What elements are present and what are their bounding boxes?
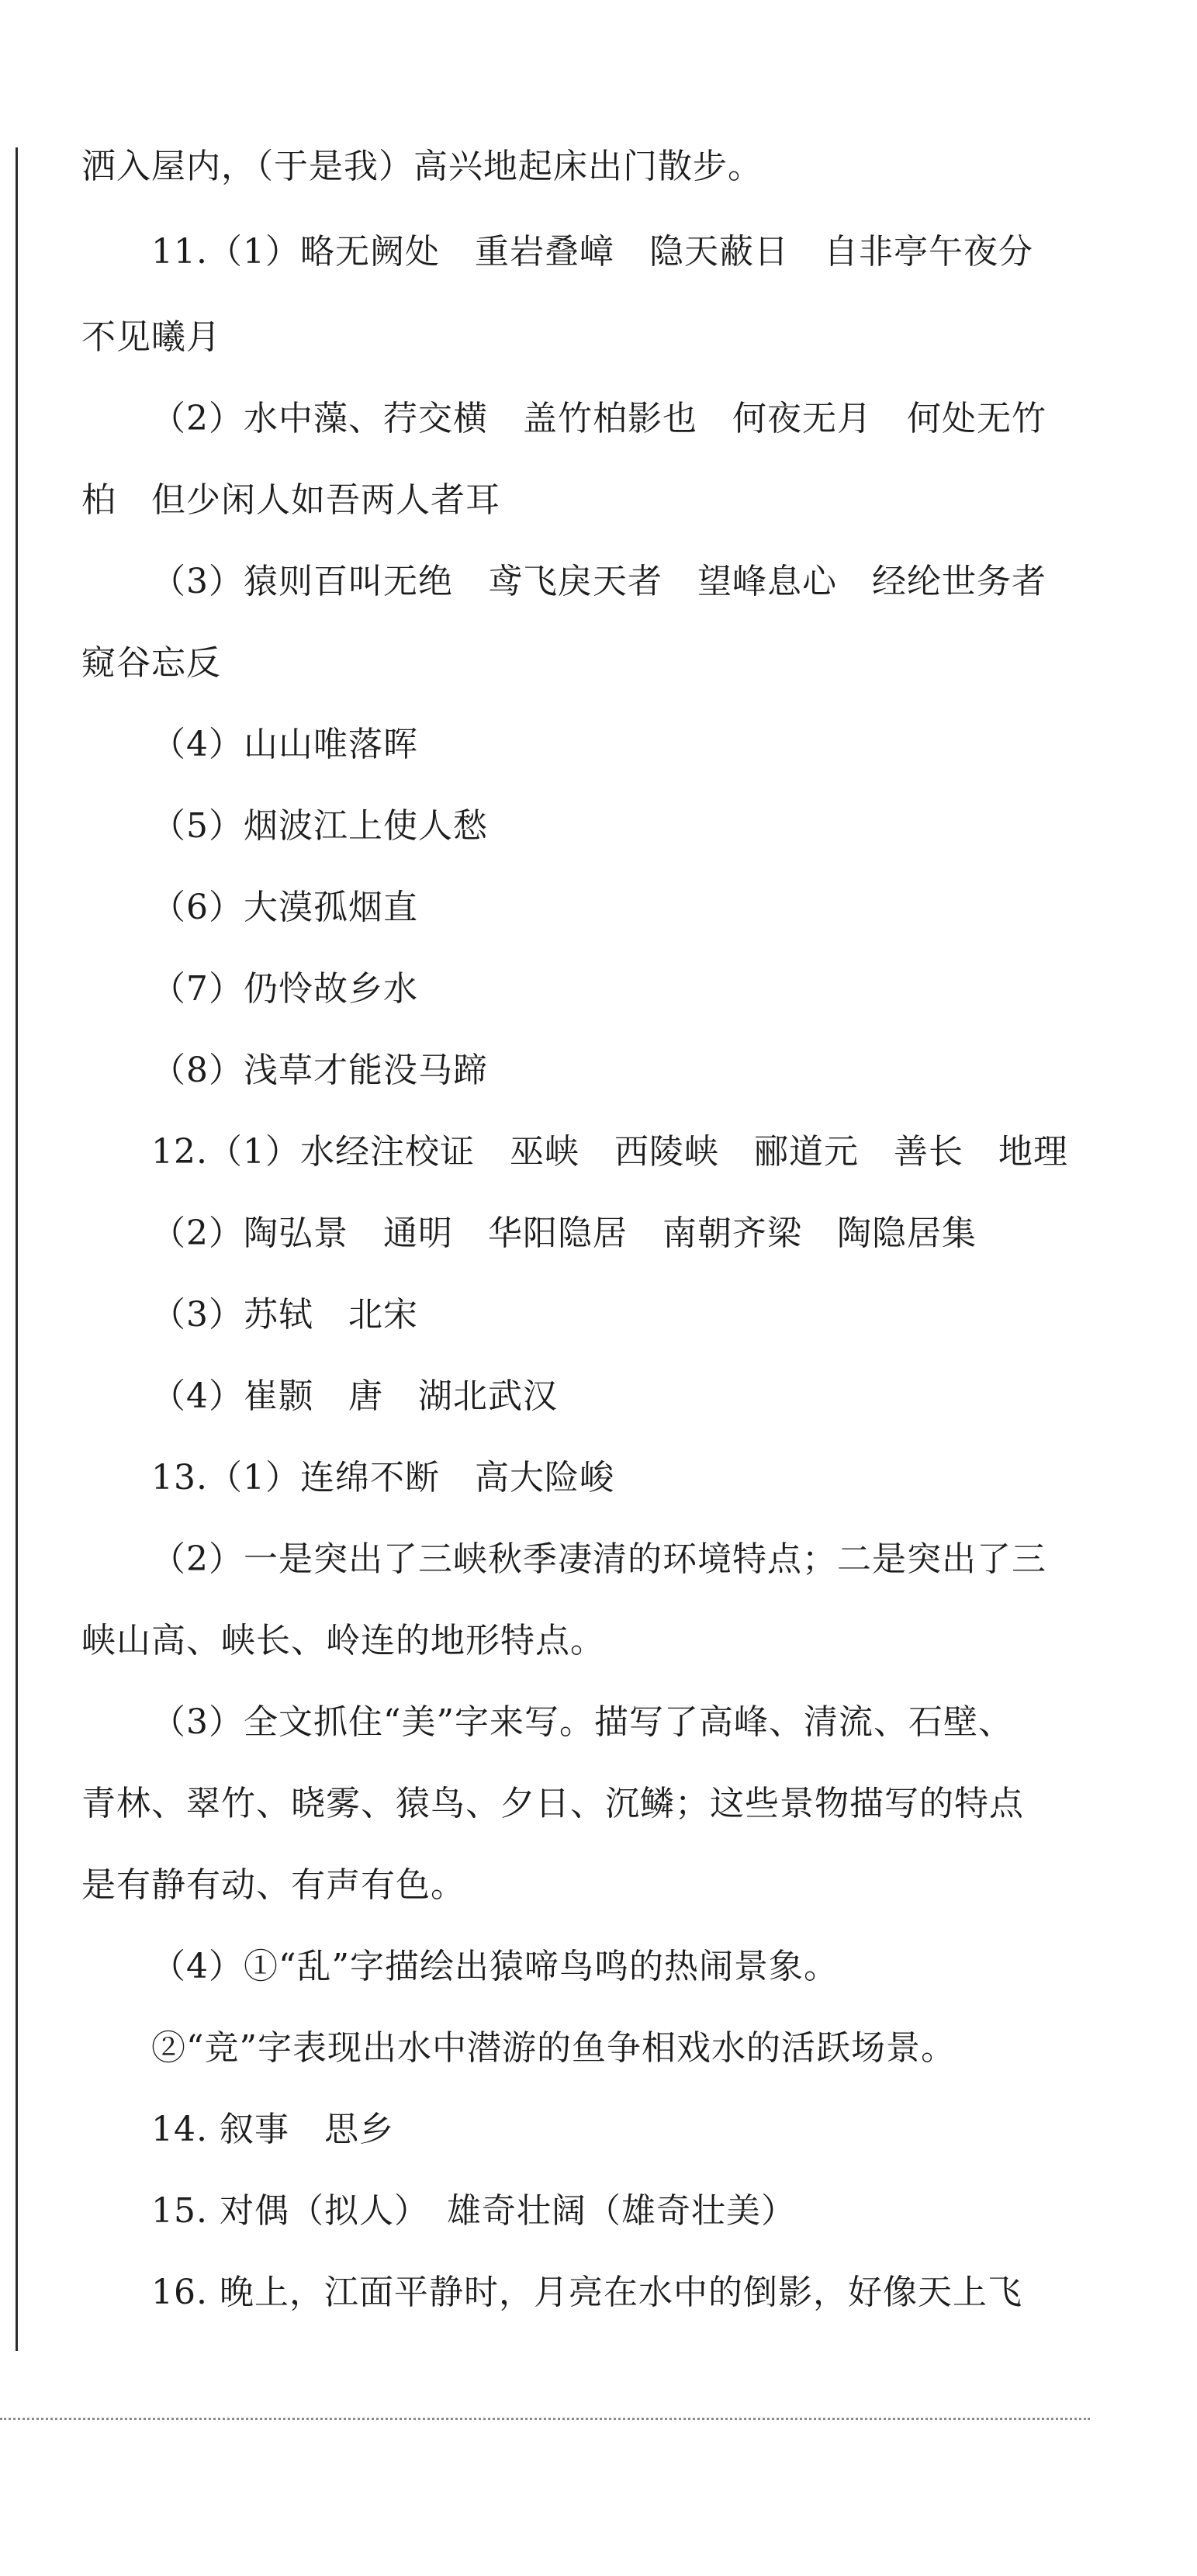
footer-dotted-rule: [0, 2418, 1090, 2420]
text-line: 窥谷忘反: [81, 643, 221, 683]
text-line: 柏 但少闲人如吾两人者耳: [81, 480, 500, 520]
text-line: ②“竞”字表现出水中潜游的鱼争相戏水的活跃场景。: [151, 2028, 956, 2068]
text-line: （2）陶弘景 通明 华阳隐居 南朝齐梁 陶隐居集: [151, 1214, 977, 1253]
text-line: （3）全文抓住“美”字来写。描写了高峰、清流、石壁、: [151, 1702, 1013, 1742]
text-line: （3）猿则百叫无绝 鸢飞戾天者 望峰息心 经纶世务者: [151, 562, 1047, 601]
answer-item-15: 15. 对偶（拟人） 雄奇壮阔（雄奇壮美）: [151, 2191, 796, 2231]
text-line: （5）烟波江上使人愁: [151, 806, 488, 846]
text-line: 不见曦月: [81, 317, 221, 357]
answer-item-13: 13.（1）连绵不断 高大险峻: [151, 1458, 614, 1497]
text-line: （4）①“乱”字描绘出猿啼鸟鸣的热闹景象。: [151, 1947, 839, 1986]
text-line: （2）水中藻、荇交横 盖竹柏影也 何夜无月 何处无竹: [151, 399, 1047, 438]
answer-item-12: 12.（1）水经注校证 巫峡 西陵峡 郦道元 善长 地理: [151, 1132, 1068, 1172]
text-line: （7）仍怜故乡水: [151, 969, 418, 1009]
text-line: （4）崔颢 唐 湖北武汉: [151, 1376, 558, 1416]
text-line: （2）一是突出了三峡秋季凄清的环境特点；二是突出了三: [151, 1539, 1047, 1579]
text-line: （6）大漠孤烟直: [151, 888, 418, 927]
answer-item-11: 11.（1）略无阙处 重岩叠嶂 隐天蔽日 自非亭午夜分: [151, 232, 1033, 272]
text-line: 峡山高、峡长、岭连的地形特点。: [81, 1621, 605, 1660]
text-line: （3）苏轼 北宋: [151, 1295, 418, 1335]
text-line: （4）山山唯落晖: [151, 725, 418, 764]
text-line: 是有静有动、有声有色。: [81, 1865, 465, 1905]
answer-item-14: 14. 叙事 思乡: [151, 2110, 394, 2149]
text-line: 青林、翠竹、晓雾、猿鸟、夕日、沉鳞；这些景物描写的特点: [81, 1784, 1024, 1823]
text-line: 洒入屋内，（于是我）高兴地起床出门散步。: [81, 147, 763, 186]
text-line: （8）浅草才能没马蹄: [151, 1051, 488, 1090]
answer-item-16: 16. 晚上，江面平静时，月亮在水中的倒影，好像天上飞: [151, 2273, 1022, 2312]
